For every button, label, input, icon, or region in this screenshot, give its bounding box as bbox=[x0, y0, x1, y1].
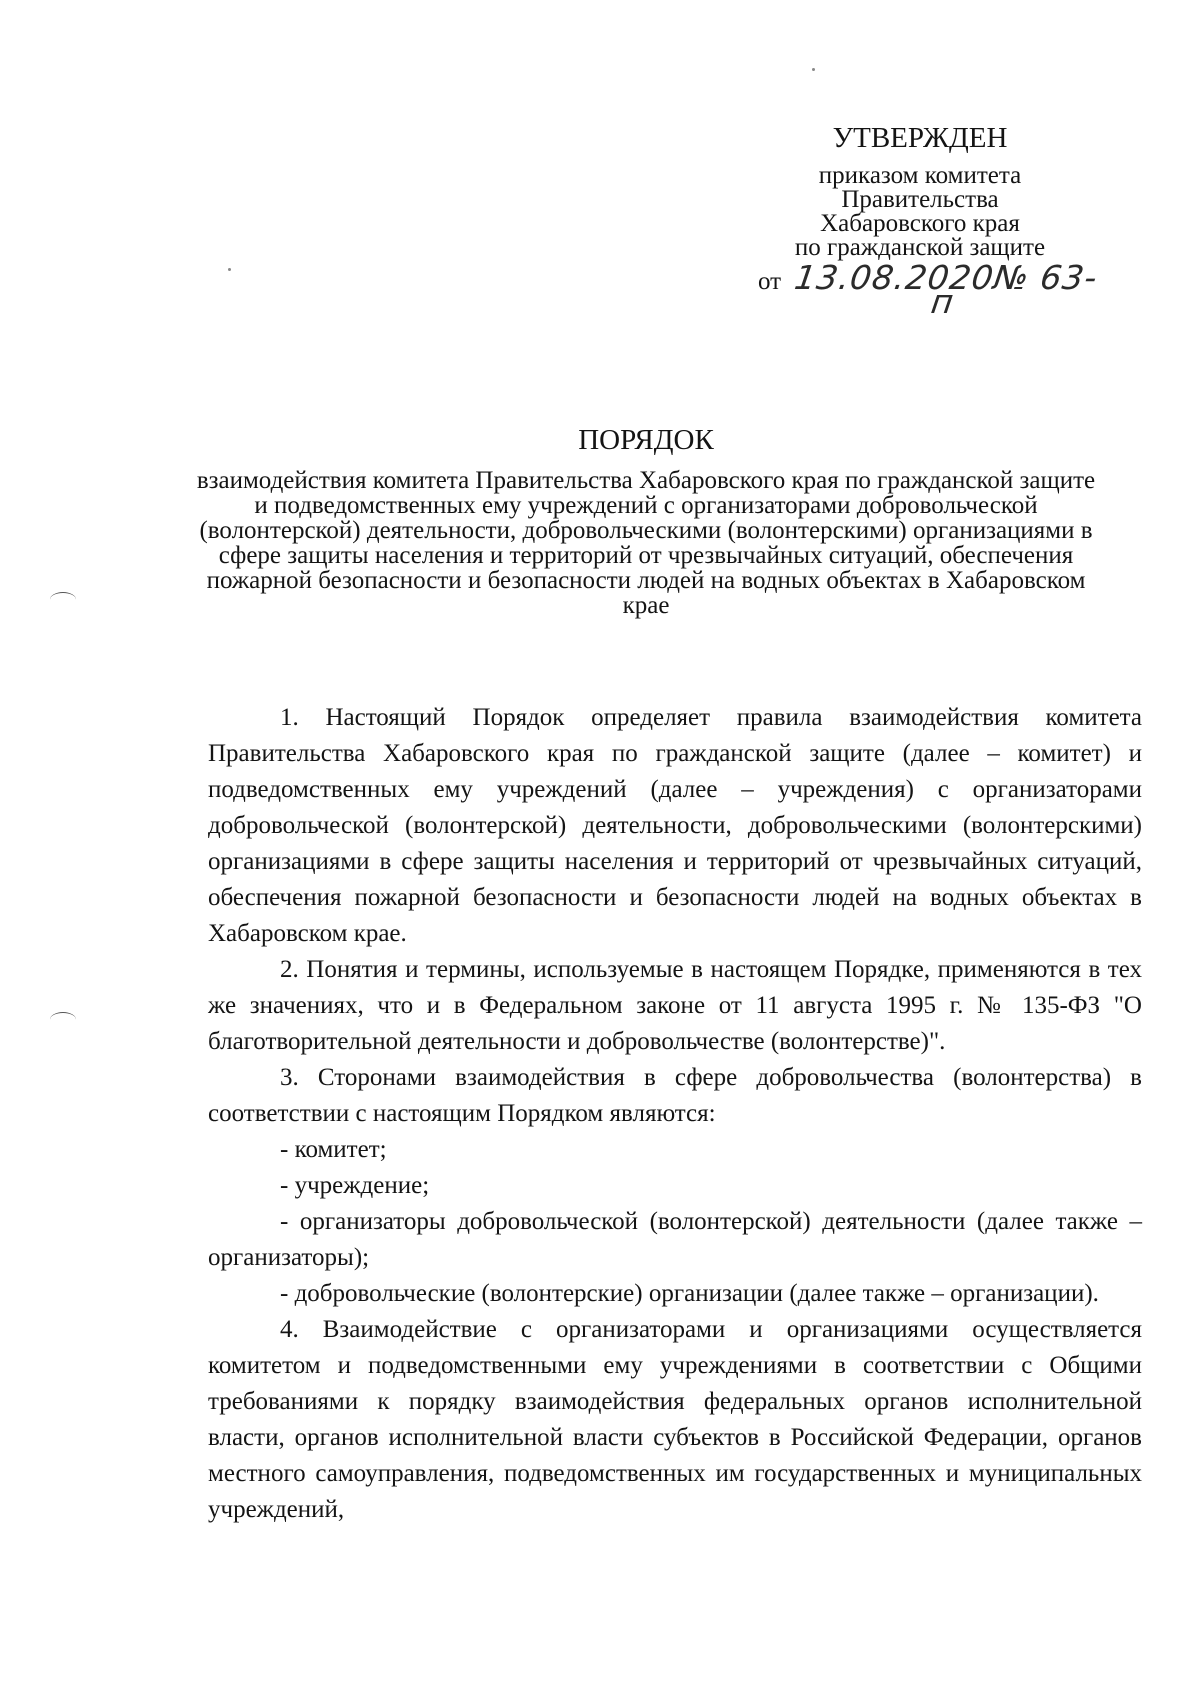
approval-line: по гражданской защите bbox=[794, 234, 1046, 261]
approval-line: Хабаровского края bbox=[820, 210, 1020, 237]
list-item: - учреждение; bbox=[280, 1172, 430, 1199]
document-title: ПОРЯДОК bbox=[578, 424, 714, 456]
approval-date-line bbox=[740, 258, 1101, 321]
scan-dot bbox=[812, 68, 815, 71]
handwritten-date-number: 13.08.2020№ 63-п bbox=[792, 258, 1101, 321]
list-item: - организаторы добровольческой (волонтерской) деятельности (далее также – организаторы); bbox=[208, 1208, 1142, 1271]
document-body bbox=[208, 700, 1142, 1528]
scan-mark bbox=[50, 1012, 76, 1027]
approval-title: УТВЕРЖДЕН bbox=[832, 122, 1008, 154]
scan-dot bbox=[228, 268, 231, 271]
paragraph-2: 2. Понятия и термины, используемые в настоящем Порядке, применяются в тех же значениях, что и в Федеральном законе от 11 августа 1995 г. № 135-ФЗ "О благотворительной деятельности и добровольчестве (волонтерстве)". bbox=[208, 956, 1142, 1055]
scan-mark bbox=[50, 592, 76, 607]
paragraph-4: 4. Взаимодействие с организаторами и организациями осуществляется комитетом и подведомственными ему учреждениями в соответствии с Общими требованиями к порядку взаимодействия федеральных органов исполнительной власти, органов исполнительной власти субъектов в Российской Федерации, органов местного самоуправления, подведомственных им государственных и муниципальных учреждений, bbox=[208, 1316, 1142, 1523]
document-title-block bbox=[196, 420, 1096, 618]
approval-block bbox=[740, 118, 1101, 321]
approval-line: приказом комитета bbox=[818, 162, 1022, 189]
list-item: - добровольческие (волонтерские) организации (далее также – организации). bbox=[280, 1280, 1099, 1307]
paragraph-1: 1. Настоящий Порядок определяет правила взаимодействия комитета Правительства Хабаровского края по гражданской защите (далее – комитет) и подведомственных ему учреждений (далее – учреждения) с организаторами добровольческой (волонтерской) деятельности, добровольческими (волонтерскими) организациями в сфере защиты населения и территорий от чрезвычайных ситуаций, обеспечения пожарной безопасности и безопасности людей на водных объектах в Хабаровском крае. bbox=[208, 704, 1142, 947]
document-subtitle: взаимодействия комитета Правительства Хабаровского края по гражданской защите и подведомственных ему учреждений с организаторами добровольческой (волонтерской) деятельности, добровольческими (волонтерскими) организациями в сфере защиты населения и территорий от чрезвычайных ситуаций, обеспечения пожарной безопасности и безопасности людей на водных объектах в Хабаровском крае bbox=[196, 467, 1096, 619]
approval-line: Правительства bbox=[841, 186, 999, 213]
paragraph-3: 3. Сторонами взаимодействия в сфере добровольчества (волонтерства) в соответствии с настоящим Порядком являются: bbox=[208, 1064, 1142, 1127]
list-item: - комитет; bbox=[280, 1136, 387, 1163]
date-prefix: от bbox=[758, 268, 782, 295]
